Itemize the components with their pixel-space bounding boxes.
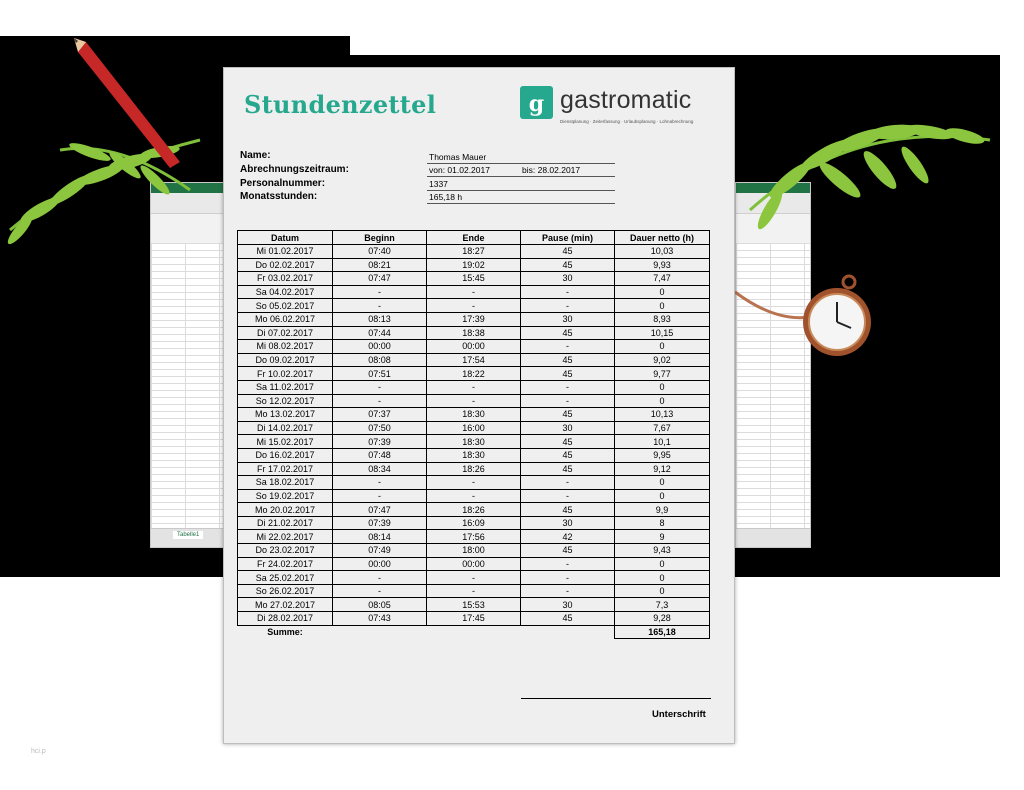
table-row — [238, 503, 710, 517]
table-cell: 0 — [615, 380, 710, 394]
table-cell: 07:43 — [333, 612, 427, 626]
table-row — [238, 326, 710, 340]
brand-tagline: Dienstplanung · Zeiterfassung · Urlaubsplanung · Lohnabrechnung — [560, 119, 694, 124]
empty-cell — [427, 625, 521, 639]
field-line — [427, 203, 615, 204]
table-cell: 08:05 — [333, 598, 427, 612]
table-cell: 08:21 — [333, 258, 427, 272]
table-cell: Mo 06.02.2017 — [238, 312, 333, 326]
table-cell: 19:02 — [427, 258, 521, 272]
table-cell: Do 16.02.2017 — [238, 448, 333, 462]
field-line — [427, 176, 615, 177]
table-row — [238, 530, 710, 544]
table-cell: - — [521, 394, 615, 408]
table-cell: 08:13 — [333, 312, 427, 326]
table-cell: Di 28.02.2017 — [238, 612, 333, 626]
table-row — [238, 312, 710, 326]
table-cell: 07:51 — [333, 367, 427, 381]
table-cell: 7,67 — [615, 421, 710, 435]
table-cell: Do 23.02.2017 — [238, 544, 333, 558]
table-cell: 45 — [521, 612, 615, 626]
table-cell: 30 — [521, 312, 615, 326]
column-header: Ende — [427, 231, 521, 245]
empty-cell — [521, 625, 615, 639]
column-header: Pause (min) — [521, 231, 615, 245]
table-cell: 45 — [521, 408, 615, 422]
table-cell: 07:47 — [333, 503, 427, 517]
table-cell: 45 — [521, 353, 615, 367]
table-cell: 07:49 — [333, 544, 427, 558]
table-cell: 30 — [521, 516, 615, 530]
sum-label: Summe: — [267, 627, 303, 638]
table-row — [238, 516, 710, 530]
table-cell: - — [333, 476, 427, 490]
brand-logo — [520, 86, 720, 136]
empty-cell — [333, 625, 427, 639]
table-cell: 45 — [521, 258, 615, 272]
table-cell: 0 — [615, 584, 710, 598]
signature-label: Unterschrift — [652, 709, 706, 720]
table-row — [238, 299, 710, 313]
timesheet-table — [237, 230, 710, 639]
table-cell: 9,77 — [615, 367, 710, 381]
table-cell: - — [521, 299, 615, 313]
table-row — [238, 272, 710, 286]
table-row — [238, 394, 710, 408]
period-label: Abrechnungszeitraum: — [240, 164, 349, 175]
table-cell: Mo 13.02.2017 — [238, 408, 333, 422]
table-cell: Fr 17.02.2017 — [238, 462, 333, 476]
table-cell: 07:50 — [333, 421, 427, 435]
table-cell: 0 — [615, 489, 710, 503]
table-row — [238, 612, 710, 626]
table-cell: 0 — [615, 557, 710, 571]
table-cell: 0 — [615, 299, 710, 313]
timesheet-document — [223, 67, 735, 744]
table-cell: 17:54 — [427, 353, 521, 367]
table-cell: 18:30 — [427, 448, 521, 462]
table-cell: - — [333, 489, 427, 503]
name-label: Name: — [240, 150, 271, 161]
monthly-hours-label: Monatsstunden: — [240, 191, 318, 202]
watermark: hci.p — [31, 748, 46, 755]
table-row — [238, 462, 710, 476]
table-cell: 45 — [521, 462, 615, 476]
table-cell: 08:14 — [333, 530, 427, 544]
table-cell: 07:37 — [333, 408, 427, 422]
table-cell: 30 — [521, 272, 615, 286]
table-cell: 07:40 — [333, 245, 427, 259]
table-cell: 18:30 — [427, 435, 521, 449]
table-cell: 07:39 — [333, 516, 427, 530]
table-cell: Mi 01.02.2017 — [238, 245, 333, 259]
table-cell: 00:00 — [427, 557, 521, 571]
table-cell: Di 14.02.2017 — [238, 421, 333, 435]
table-cell: 9,9 — [615, 503, 710, 517]
table-row — [238, 571, 710, 585]
table-cell: 8 — [615, 516, 710, 530]
name-value: Thomas Mauer — [429, 152, 487, 162]
table-cell: 9,28 — [615, 612, 710, 626]
table-cell: - — [427, 489, 521, 503]
table-cell: - — [427, 584, 521, 598]
table-cell: 08:08 — [333, 353, 427, 367]
table-row — [238, 285, 710, 299]
table-cell: 45 — [521, 245, 615, 259]
table-cell: 9,95 — [615, 448, 710, 462]
table-header-row — [238, 231, 710, 245]
table-cell: 00:00 — [427, 340, 521, 354]
table-cell: So 19.02.2017 — [238, 489, 333, 503]
table-cell: Sa 11.02.2017 — [238, 380, 333, 394]
table-row — [238, 435, 710, 449]
table-cell: - — [427, 299, 521, 313]
table-cell: Mi 08.02.2017 — [238, 340, 333, 354]
table-cell: - — [521, 489, 615, 503]
table-row — [238, 421, 710, 435]
table-cell: 45 — [521, 435, 615, 449]
table-cell: 18:38 — [427, 326, 521, 340]
table-cell: 10,15 — [615, 326, 710, 340]
table-cell: 0 — [615, 340, 710, 354]
table-cell: 08:34 — [333, 462, 427, 476]
svg-text:g: g — [528, 91, 545, 117]
excel-tab-bar — [736, 528, 810, 547]
period-to: bis: 28.02.2017 — [522, 165, 581, 175]
table-cell: So 26.02.2017 — [238, 584, 333, 598]
table-cell: - — [333, 394, 427, 408]
personnel-number-value: 1337 — [429, 179, 448, 189]
table-cell: 45 — [521, 503, 615, 517]
table-cell: 18:30 — [427, 408, 521, 422]
table-cell: 07:47 — [333, 272, 427, 286]
table-cell: Fr 10.02.2017 — [238, 367, 333, 381]
table-cell: Mi 22.02.2017 — [238, 530, 333, 544]
table-cell: - — [427, 476, 521, 490]
table-cell: - — [521, 285, 615, 299]
field-line — [427, 190, 615, 191]
table-cell: 00:00 — [333, 340, 427, 354]
table-cell: 45 — [521, 544, 615, 558]
table-cell: - — [521, 571, 615, 585]
table-row — [238, 340, 710, 354]
table-cell: Fr 03.02.2017 — [238, 272, 333, 286]
table-cell: - — [427, 380, 521, 394]
table-cell: - — [333, 380, 427, 394]
table-cell: Mo 27.02.2017 — [238, 598, 333, 612]
table-row — [238, 598, 710, 612]
table-row — [238, 476, 710, 490]
signature-line — [521, 698, 711, 699]
table-cell: Do 09.02.2017 — [238, 353, 333, 367]
table-cell: - — [333, 285, 427, 299]
table-cell: 9,93 — [615, 258, 710, 272]
table-cell: 7,3 — [615, 598, 710, 612]
table-cell: 18:27 — [427, 245, 521, 259]
table-cell: 9,43 — [615, 544, 710, 558]
table-cell: - — [333, 584, 427, 598]
table-cell: 7,47 — [615, 272, 710, 286]
table-cell: 16:09 — [427, 516, 521, 530]
table-cell: Sa 04.02.2017 — [238, 285, 333, 299]
table-cell: 45 — [521, 367, 615, 381]
table-cell: 18:26 — [427, 462, 521, 476]
table-cell: 9 — [615, 530, 710, 544]
table-cell: 17:45 — [427, 612, 521, 626]
brand-name: gastromatic — [560, 86, 692, 114]
sheet-tab[interactable]: Tabelle1 — [173, 531, 203, 539]
table-cell: Mo 20.02.2017 — [238, 503, 333, 517]
table-cell: 8,93 — [615, 312, 710, 326]
column-header: Datum — [238, 231, 333, 245]
table-cell: 0 — [615, 285, 710, 299]
table-cell: 17:56 — [427, 530, 521, 544]
field-line — [427, 163, 615, 164]
gastromatic-logo-icon — [520, 86, 553, 119]
table-cell: 07:39 — [333, 435, 427, 449]
table-cell: So 12.02.2017 — [238, 394, 333, 408]
table-cell: 00:00 — [333, 557, 427, 571]
pocket-watch-image — [735, 262, 875, 367]
table-cell: 15:53 — [427, 598, 521, 612]
table-row — [238, 489, 710, 503]
table-cell: 30 — [521, 421, 615, 435]
table-row — [238, 353, 710, 367]
table-cell: Mi 15.02.2017 — [238, 435, 333, 449]
table-cell: Sa 25.02.2017 — [238, 571, 333, 585]
table-row — [238, 448, 710, 462]
table-cell: - — [427, 394, 521, 408]
table-cell: Di 21.02.2017 — [238, 516, 333, 530]
pencil-image — [70, 34, 190, 174]
table-cell: So 05.02.2017 — [238, 299, 333, 313]
table-cell: - — [521, 584, 615, 598]
table-cell: Di 07.02.2017 — [238, 326, 333, 340]
table-cell: 9,02 — [615, 353, 710, 367]
table-cell: 10,1 — [615, 435, 710, 449]
table-cell: 0 — [615, 476, 710, 490]
table-cell: 45 — [521, 326, 615, 340]
table-cell: - — [333, 299, 427, 313]
table-cell: 10,03 — [615, 245, 710, 259]
table-cell: 0 — [615, 571, 710, 585]
period-from: von: 01.02.2017 — [429, 165, 490, 175]
table-row — [238, 408, 710, 422]
table-cell: - — [427, 285, 521, 299]
table-row — [238, 544, 710, 558]
table-cell: - — [521, 380, 615, 394]
table-cell: 07:48 — [333, 448, 427, 462]
sum-row — [238, 625, 710, 639]
table-cell: 18:22 — [427, 367, 521, 381]
column-header: Dauer netto (h) — [615, 231, 710, 245]
table-cell: 9,12 — [615, 462, 710, 476]
column-header: Beginn — [333, 231, 427, 245]
table-cell: 17:39 — [427, 312, 521, 326]
table-row — [238, 380, 710, 394]
document-title: Stundenzettel — [244, 90, 437, 119]
table-cell: 10,13 — [615, 408, 710, 422]
table-cell: 18:26 — [427, 503, 521, 517]
fern-right-image — [730, 60, 1000, 250]
personnel-number-label: Personalnummer: — [240, 178, 326, 189]
table-cell: - — [521, 557, 615, 571]
table-cell: - — [333, 571, 427, 585]
table-cell: Do 02.02.2017 — [238, 258, 333, 272]
table-cell: Fr 24.02.2017 — [238, 557, 333, 571]
table-row — [238, 367, 710, 381]
table-cell: 18:00 — [427, 544, 521, 558]
table-row — [238, 557, 710, 571]
table-row — [238, 584, 710, 598]
sum-value: 165,18 — [615, 625, 710, 639]
monthly-hours-value: 165,18 h — [429, 192, 463, 202]
table-cell: - — [521, 340, 615, 354]
table-cell: 07:44 — [333, 326, 427, 340]
table-cell: 45 — [521, 448, 615, 462]
table-cell: 30 — [521, 598, 615, 612]
table-cell: 0 — [615, 394, 710, 408]
table-cell: - — [521, 476, 615, 490]
table-cell: - — [427, 571, 521, 585]
table-cell: Sa 18.02.2017 — [238, 476, 333, 490]
table-cell: 16:00 — [427, 421, 521, 435]
table-row — [238, 258, 710, 272]
table-row — [238, 245, 710, 259]
table-cell: 15:45 — [427, 272, 521, 286]
table-cell: 42 — [521, 530, 615, 544]
